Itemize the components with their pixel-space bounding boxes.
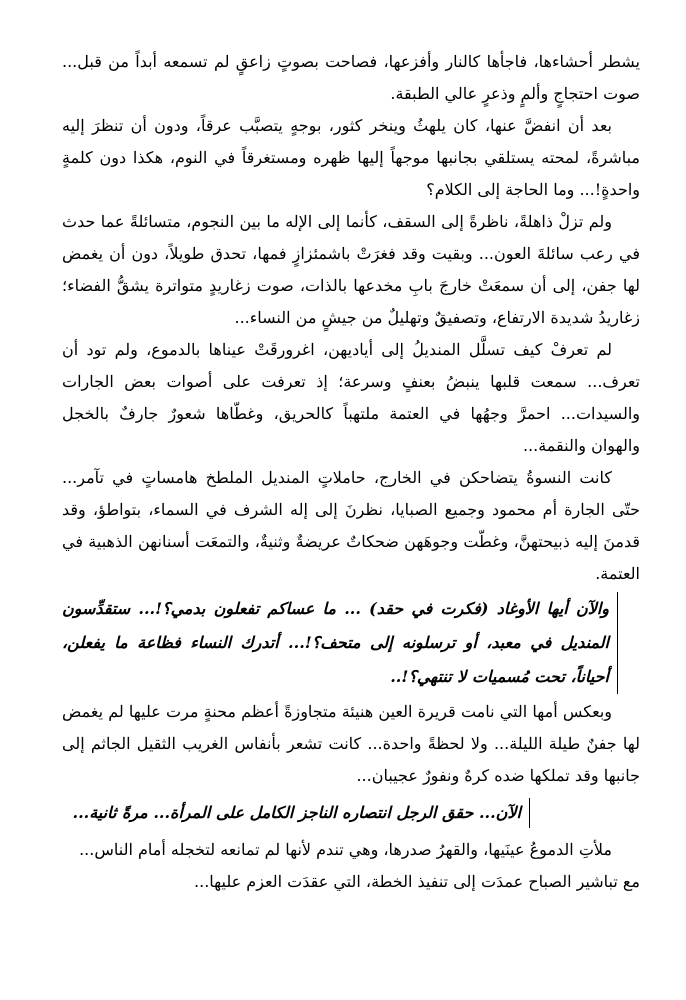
document-page: [62, 46, 640, 898]
paragraph-1: يشطر أحشاءها، فاجأها كالنار وأفزعها، فصاحت بصوتٍ زاعقٍ لم تسمعه أبداً من قبل... صوت احتجاجٍ وألمٍ وذعرٍ عالي الطبقة.: [62, 52, 640, 103]
paragraph-2: بعد أن انفضَّ عنها، كان يلهثُ وينخر كثور، بوجهٍ يتصبَّب عرقاً، ودون أن تنظرَ إليه مباشرةً، لمحته يستلقي بجانبها موجهاً إليها ظهره ومستغرقاً في النوم، هكذا دون كلمةٍ واحدةٍ!... وما الحاجة إلى الكلام؟: [62, 116, 640, 199]
paragraph-8: مع تباشير الصباح عمدَت إلى تنفيذ الخطة، التي عقدَت العزم عليها...: [194, 872, 640, 891]
paragraph-4: لم تعرفْ كيف تسلَّل المنديلُ إلى أياديهن، اغرورقَتْ عيناها بالدموع، ولم تود أن تعرف... سمعت قلبها ينبضُ بعنفٍ وسرعة؛ إذ تعرفت على أصوات بعض الجارات والسيدات... احمرَّ وجهُها في العتمة ملتهباً كالحريق، وغطّاها شعورٌ جارفٌ بالخجل والهوان والنقمة...: [62, 340, 640, 455]
paragraph-5: كانت النسوةُ يتضاحكن في الخارج، حاملاتٍ المنديل الملطخ هامساتٍ في تآمر... حتّى الجارة أم محمود وجميع الصبايا، نظرنَ إلى إله الشرف في السماء، بتواطؤ، وقد قدمنَ إليه ذبيحتهنَّ، وغطّت وجوهَهن ضحكاتٌ عريضةٌ وثنيةٌ، والتمعَت أسنانهن الذهبية في العتمة.: [62, 468, 640, 583]
paragraph-7: ملأتِ الدموعُ عينَيها، والقهرُ صدرها، وهي تندم لأنها لم تمانعه لتخجله أمام الناس...: [79, 840, 612, 859]
inner-thought-quote-2: الآن... حقق الرجل انتصاره الناجز الكامل على المرأة... مرةً ثانية...: [62, 798, 530, 828]
paragraph-6: وبعكس أمها التي نامت قريرة العين هنيئة متجاوزةً أعظم محنةٍ مرت عليها لم يغمض لها جفنٌ طيلة الليلة... ولا لحظةً واحدة... كانت تشعر بأنفاس الغريب الثقيل الجاثم إلى جانبها وقد تملكها ضده كرهٌ ونفورٌ عجيبان...: [62, 702, 640, 785]
inner-thought-quote-1: والآن أيها الأوغاد (فكرت في حقد) ... ما عساكم تفعلون بدمي؟!... ستقدِّسون المنديل في معبد، أو ترسلونه إلى متحف؟!... أتدرك النساء فظاعة ما يفعلن، أحياناً، تحت مُسميات لا تنتهي؟!..: [62, 592, 618, 694]
paragraph-3: ولم تزلْ ذاهلةً، ناظرةً إلى السقف، كأنما إلى الإله ما بين النجوم، متسائلةً عما حدث في رعب سائلةَ العون... وبقيت وقد فغرَتْ باشمئزازٍ فمها، تحدق طويلاً، دون أن يغمض لها جفن، إلى أن سمعَتْ خارجَ بابِ مخدعها بالذات، صوت زغاريدٍ متواترة يشقُّ الفضاء؛ زغاريدُ شديدة الارتفاع، وتصفيقٌ وتهليلٌ من جيشٍ من النساء...: [62, 212, 640, 327]
